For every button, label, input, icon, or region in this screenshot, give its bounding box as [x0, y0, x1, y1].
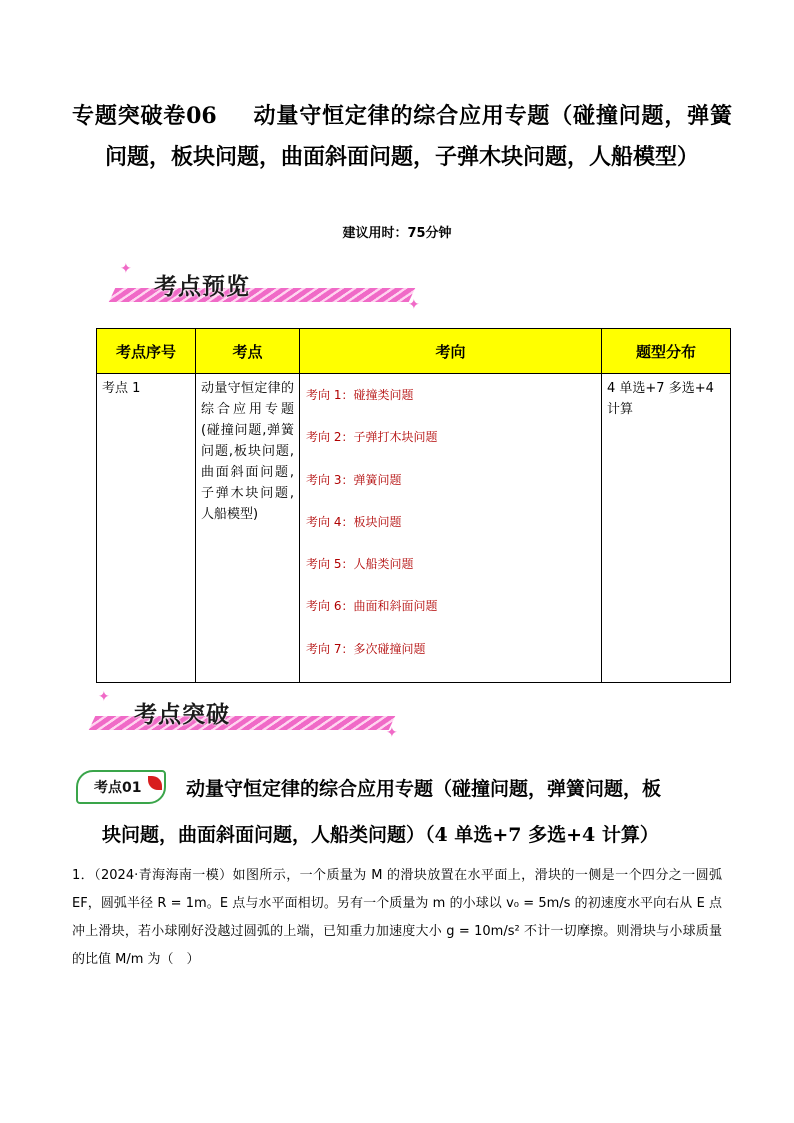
- direction-item: 考向 5：人船类问题: [306, 557, 414, 572]
- directions-cell: [300, 374, 602, 683]
- direction-item: 考向 7：多次碰撞问题: [306, 641, 426, 656]
- paper-number: 专题突破卷06: [72, 103, 217, 129]
- banner-label: 考点预览: [154, 274, 250, 300]
- sparkle-icon: ✦: [120, 261, 132, 277]
- direction-item: 考向 2：子弹打木块问题: [306, 430, 438, 445]
- table-header: 考向: [300, 329, 602, 374]
- banner-breakthrough: [88, 690, 398, 746]
- section-title-line1: 动量守恒定律的综合应用专题（碰撞问题，弹簧问题，板: [186, 778, 662, 800]
- sparkle-icon: ✦: [408, 297, 420, 313]
- direction-item: 考向 6：曲面和斜面问题: [306, 599, 438, 614]
- sparkle-icon: ✦: [98, 689, 110, 705]
- table-header: 考点: [196, 329, 300, 374]
- question-1: 1．（2024·青海海南一模）如图所示，一个质量为 M 的滑块放置在水平面上，滑块的一侧是一个四分之一圆弧 EF，圆弧半径 R = 1m。E 点与水平面相切。另有一个质量为 m 的小球以 v₀ = 5m/s 的初速度水平向右从 E 点冲上滑块，若小球刚好没越过圆弧的上端，已知重力加速度大小 g = 10m/s² 不计一切摩擦。则滑块与小球质量的比值 M/m 为（ ）: [72, 868, 722, 967]
- table-row: [97, 374, 731, 683]
- distribution-cell: 4 单选+7 多选+4 计算: [602, 374, 731, 683]
- leaf-icon: [148, 776, 162, 790]
- section-title: [76, 766, 736, 858]
- topic-id-cell: 考点 1: [97, 374, 196, 683]
- topic-cell: 动量守恒定律的综合应用专题(碰撞问题,弹簧问题,板块问题,曲面斜面问题,子弹木块问题,人船模型): [196, 374, 300, 683]
- sparkle-icon: ✦: [386, 725, 398, 741]
- table-header: 考点序号: [97, 329, 196, 374]
- suggested-time: 建议用时：75分钟: [342, 226, 452, 241]
- topic-table: [96, 328, 731, 683]
- direction-item: 考向 3：弹簧问题: [306, 472, 402, 487]
- paper-title: 动量守恒定律的综合应用专题（碰撞问题，弹簧问题，板块问题，曲面斜面问题，子弹木块问题，人船模型）: [104, 103, 732, 170]
- document-title: [72, 96, 732, 178]
- section-badge-label: 考点01: [94, 780, 142, 796]
- direction-item: 考向 4：板块问题: [306, 514, 402, 529]
- table-header: 题型分布: [602, 329, 731, 374]
- table-header-row: [97, 329, 731, 374]
- direction-item: 考向 1：碰撞类问题: [306, 388, 414, 402]
- banner-label: 考点突破: [134, 702, 230, 728]
- banner-preview: [108, 262, 418, 318]
- section-badge: [76, 770, 166, 804]
- section-title-line2: 块问题，曲面斜面问题，人船类问题）（4 单选+7 多选+4 计算）: [102, 824, 659, 846]
